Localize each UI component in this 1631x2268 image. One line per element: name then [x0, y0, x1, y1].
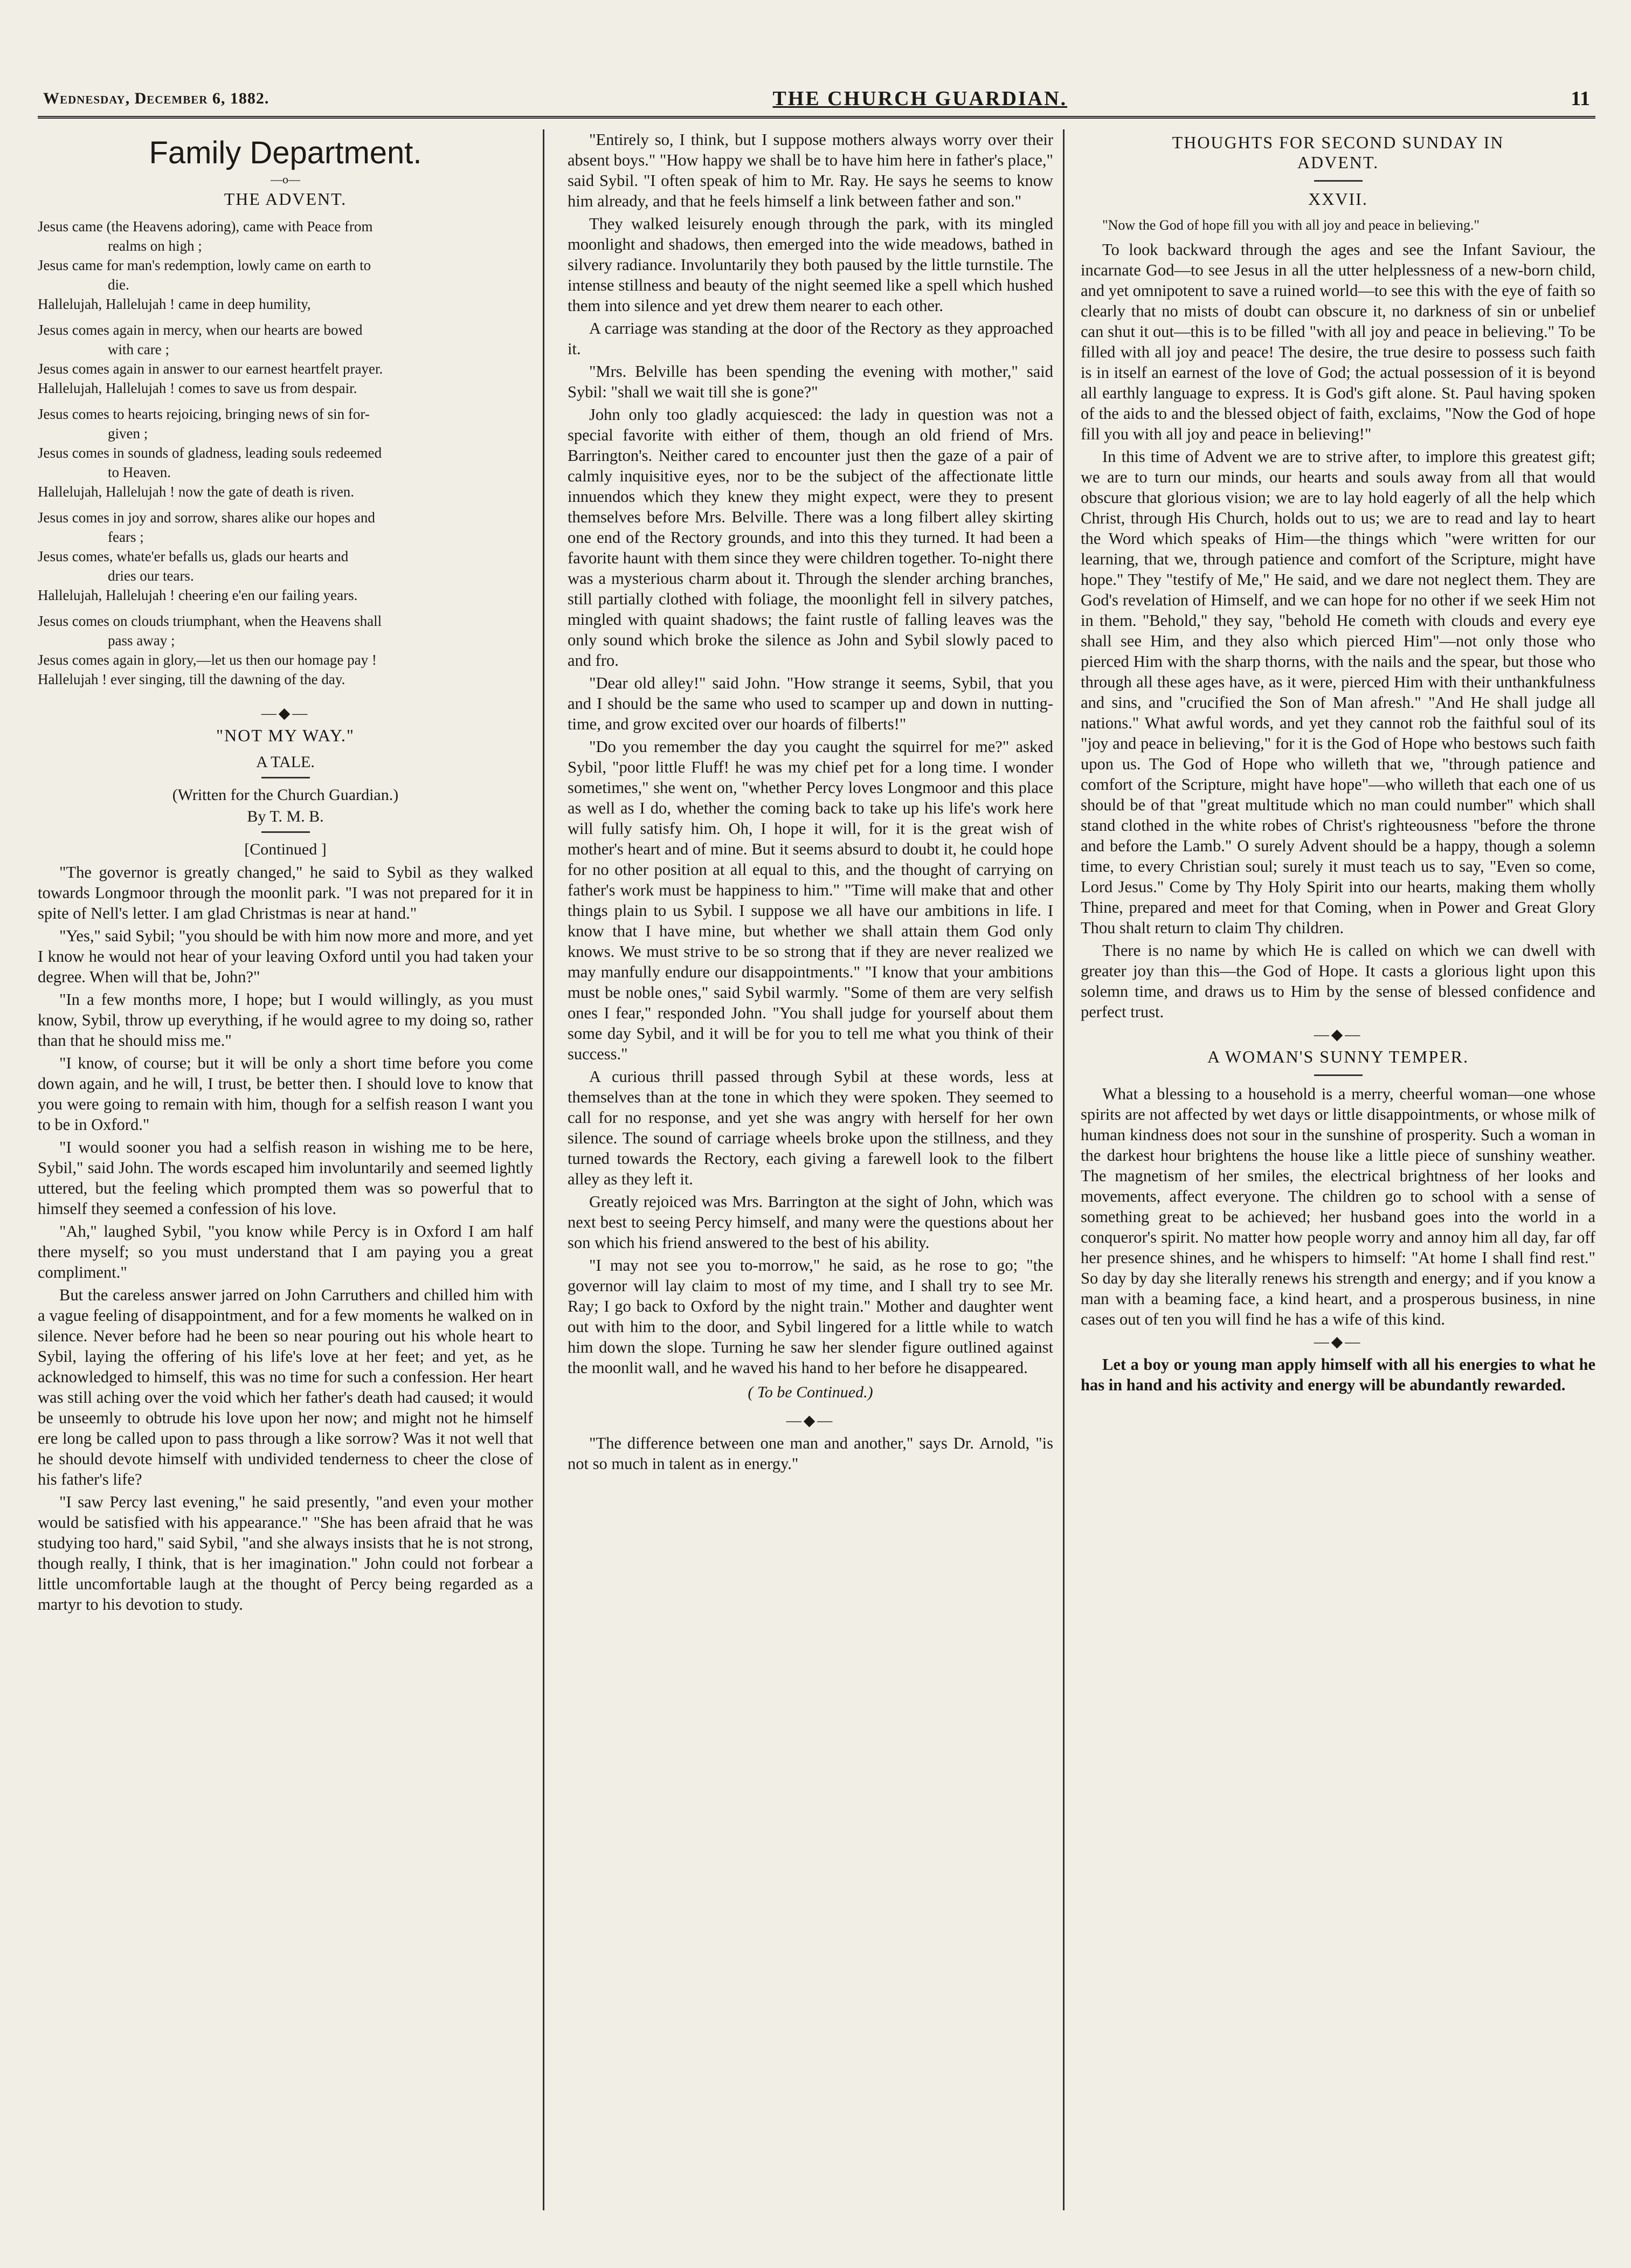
article-numeral: XXVII. [1308, 189, 1368, 209]
rule [1314, 180, 1363, 182]
stanza-gap [38, 605, 533, 611]
poem-line: Jesus came (the Heavens adoring), came with Peace from [38, 218, 373, 235]
poem-body [38, 217, 533, 695]
epigraph: "Now the God of hope fill you with all joy and peace in believing." [1102, 217, 1480, 233]
poem-title: THE ADVENT. [224, 189, 347, 209]
story-subtitle: A TALE. [256, 753, 315, 771]
poem-line: Jesus comes again in glory,—let us then our homage pay ! [38, 652, 377, 668]
paragraph: "I know, of course; but it will be only a short time before you come down again, and he will, I trust, be better then. I should love to know that you were going to remain with him, though for a selfish reason I want you to be in Oxford." [38, 1054, 533, 1134]
section-divider: —◆— [261, 705, 310, 722]
paragraph: What a blessing to a household is a merry, cheerful woman—one whose spirits are not affected by wet days or little disappointments, or whose milk of human kindness does not sour in the sunshine of prosperity. Such a woman in the darkest hour brightens the house like a little piece of sunshiny weather. The magnetism of her smiles, the electrical brightness of her looks and movements, affect everyone. The children go to school with a sense of something great to be achieved; her husband goes into the world in a conqueror's spirit. No matter how people worry and annoy him all day, far off her presence shines, and he whispers to himself: "At home I shall find rest." So day by day she literally renews his strength and energy; and if you know a man with a beaming face, a kind heart, and a prosperous business, in nine cases out of ten you will find he has a wife of this kind. [1081, 1085, 1595, 1328]
poem-line: Jesus comes again in answer to our earnest heartfelt prayer. [38, 361, 383, 377]
article-title: THOUGHTS FOR SECOND SUNDAY IN [1172, 133, 1504, 152]
stanza-gap [38, 398, 533, 404]
rule [261, 777, 310, 778]
poem-line: Jesus comes on clouds triumphant, when the Heavens shall [38, 613, 382, 629]
written-for-note: (Written for the Church Guardian.) [172, 786, 399, 804]
paragraph: "I would sooner you had a selfish reason in wishing me to be here, Sybil," said John. The words escaped him involuntarily and seemed lightly uttered, but the feeling which prompted them was so powerful that to himself they seemed a confession of his love. [38, 1138, 533, 1218]
poem-line: Hallelujah ! ever singing, till the dawning of the day. [38, 671, 345, 687]
column-2 [558, 129, 1065, 2210]
paragraph: A carriage was standing at the door of the Rectory as they approached it. [568, 319, 1053, 358]
paragraph: "I may not see you to-morrow," he said, as he rose to go; "the governor will lay claim to most of my time, and I shall try to see Mr. Ray; I go back to Oxford by the night train." Mother and daughter went out with him to the door, and Sybil lingered for a little while to watch him down the slope. Turning he saw her slender figure outlined against the moonlit wall, and he waved his hand to her before he disappeared. [568, 1256, 1053, 1377]
poem-line: Jesus comes in sounds of gladness, leading souls redeemed [38, 445, 382, 461]
poem-line-continuation: die. [108, 277, 129, 293]
poem-line-continuation: dries our tears. [108, 568, 194, 584]
continued-note: [Continued ] [244, 840, 327, 858]
section-divider: —◆— [1314, 1026, 1363, 1043]
poem-line-continuation: pass away ; [108, 632, 175, 649]
poem-line: Jesus comes in joy and sorrow, shares alike our hopes and [38, 509, 375, 526]
paragraph: To look backward through the ages and see the Infant Saviour, the incarnate God—to see Jesus in all the utter helplessness of a new-born child, and yet omnipotent to save a ruined world—to see this with the eye of faith so clearly that no mists of doubt can obscure it, no darkness of sin or unbelief can shut it out—this is to be filled "with all joy and peace in believing." To be filled with all joy and peace! The desire, the true desire to possess such faith is in itself an earnest of the love of God; the actual possession of it is beyond all earthly language to express. It is God's gift alone. St. Paul having spoken of the aids to and the blessed object of faith, exclaims, "Now the God of hope fill you with all joy and peace in believing!" [1081, 240, 1595, 443]
paragraph: There is no name by which He is called on which we can dwell with greater joy than this—the God of Hope. It casts a glorious light upon this solemn time, and draws us to Him by the sense of blessed confidence and perfect trust. [1081, 941, 1595, 1021]
to-be-continued: ( To be Continued.) [748, 1383, 873, 1401]
poem-line: Jesus comes, whate'er befalls us, glads our hearts and [38, 548, 349, 564]
poem-line: Jesus comes to hearts rejoicing, bringing news of sin for- [38, 406, 370, 422]
column-3 [1070, 129, 1595, 2210]
paragraph: "Yes," said Sybil; "you should be with him now more and more, and yet I know he would not hear of your leaving Oxford until you had taken your degree. When will that be, John?" [38, 927, 533, 986]
paragraph: "Entirely so, I think, but I suppose mothers always worry over their absent boys." "How happy we shall be to have him here in father's place," said Sybil. "I often speak of him to Mr. Ray. He says he seems to know him already, and that he feels himself a link between father and son." [568, 130, 1053, 210]
paragraph: "Mrs. Belville has been spending the evening with mother," said Sybil: "shall we wait till she is gone?" [568, 362, 1053, 401]
paragraph: "Ah," laughed Sybil, "you know while Percy is in Oxford I am half there myself; so you must understand that I am paying you a great compliment." [38, 1222, 533, 1281]
paragraph: Greatly rejoiced was Mrs. Barrington at the sight of John, which was next best to seeing Percy himself, and many were the questions about her son which his friend answered to the best of his ability. [568, 1192, 1053, 1252]
paragraph: John only too gladly acquiesced: the lady in question was not a special favorite with either of them, though an old friend of Mrs. Barrington's. Neither cared to encounter just then the gaze of a pair of calmly inquisitive eyes, nor to be the subject of the affectionate little innuendos which they knew they might expect, were they to present themselves before Mrs. Belville. There was a long filbert alley skirting one end of the Rectory grounds, and into this they turned. It had been a favorite haunt with them since they were children together. To-night there was a mysterious charm about it. Through the slender arching branches, still partially clothed with foliage, the moonlight fell in silvery patches, mingled with quaint shadows; the faint rustle of falling leaves was the only sound which broke the silence as John and Sybil slowly paced to and fro. [568, 405, 1053, 670]
temper-title: A WOMAN'S SUNNY TEMPER. [1207, 1047, 1469, 1066]
rule [261, 831, 310, 833]
poem-line: Hallelujah, Hallelujah ! comes to save us from despair. [38, 380, 357, 396]
poem-line: Hallelujah, Hallelujah ! cheering e'en our failing years. [38, 587, 358, 603]
poem-line-continuation: to Heaven. [108, 464, 171, 480]
paragraph: In this time of Advent we are to strive after, to implore this greatest gift; we are to turn our minds, our hearts and souls away from all that would obscure that glorious vision; we are to lay hold eagerly of all the help which Christ, through His Church, holds out to us; we are to read and lay to heart the Word which speaks of Him—the things which "were written for our learning, that we, through patience and comfort of the Scripture, might have hope." They "testify of Me," He said, and we dare not neglect them. They are God's revelation of Himself, and we can hope for no other if we seek Him not in them. "Behold," they say, "behold He cometh with clouds and every eye shall see Him, and they also which pierced Him"—not only those who pierced Him with the sharp thorns, with the nails and the spear, but those who through all these ages have, as it were, pierced Him with their unthankfulness and sins, and "crucified the Son of Man afresh." "And He shall judge all nations." What awful words, and yet they cannot rob the faithful soul of its "joy and peace in believing," for it is the God of Hope who bestows such faith upon us. The God of Hope who willeth that we, "through patience and comfort of the Scripture, might have hope"—who willeth that each one of us should be of that "great multitude which no man could number" which shall stand clothed in the white robes of Christ's righteousness "before the throne and before the Lamb." O surely Advent should be a happy, though a solemn time, to every Christian soul; surely it must teach us to say, "Even so come, Lord Jesus." Come by Thy Holy Spirit into our hearts, making them wholly Thine, prepared and meet for that Coming, when in Power and Great Glory Thou shalt return to claim Thy children. [1081, 447, 1595, 937]
closing-paragraph: Let a boy or young man apply himself with all his energies to what he has in hand and his activity and energy will be abundantly rewarded. [1081, 1355, 1595, 1394]
paragraph: But the careless answer jarred on John Carruthers and chilled him with a vague feeling of disappointment, and for a few moments he walked on in silence. Never before had he been so near pouring out his whole heart to Sybil, laying the offering of his life's love at her feet; and yet, as he acknowledged to himself, this was no time for such a confession. Her heart was still aching over the void which her father's death had caused; it would be unseemly to obtrude his love upon her now; and might not he himself ere long be called upon to pass through a like sorrow? Was it not well that he should devote himself with undivided tenderness to cheer the close of his father's life? [38, 1286, 533, 1488]
paragraph: They walked leisurely enough through the park, with its mingled moonlight and shadows, then emerged into the wide meadows, bathed in silvery radiance. Involuntarily they both paused by the little turnstile. The intense stillness and beauty of the night seemed like a spell which hushed them into silence and yet drew them nearer to each other. [568, 215, 1053, 315]
paragraph: "In a few months more, I hope; but I would willingly, as you must know, Sybil, throw up everything, if he would agree to my doing so, rather than that he should miss me." [38, 990, 533, 1050]
newspaper-title: THE CHURCH GUARDIAN. [772, 87, 1068, 110]
poem-line-continuation: fears ; [108, 529, 144, 545]
arnold-quote: "The difference between one man and another," says Dr. Arnold, "is not so much in talent as in energy." [568, 1434, 1053, 1473]
section-divider: —◆— [1314, 1334, 1363, 1350]
article-title-line2: ADVENT. [1297, 153, 1379, 172]
stanza-gap [38, 689, 533, 695]
column-1 [38, 129, 544, 2210]
rule [1314, 1074, 1363, 1076]
stanza-gap [38, 501, 533, 508]
poem-line: Hallelujah, Hallelujah ! came in deep humility, [38, 296, 311, 312]
stanza-gap [38, 314, 533, 320]
story-title: "NOT MY WAY." [216, 726, 355, 745]
paragraph: "Do you remember the day you caught the squirrel for me?" asked Sybil, "poor little Fluff! he was my chief pet for a long time. I wonder sometimes," she went on, "whether Percy loves Longmoor and this place as well as I do, whether the coming back to take up his life's work here will fully satisfy him. Oh, I hope it will, for it is the great wish of mother's heart and of mine. But it seems absurd to doubt it, he could hope for no other position at all equal to this, and the thought of carrying on father's work must be happiness to him." "Time will make that and other things plain to us Sybil. I suppose we all have our ambitions in life. I know that I have mine, but whether we shall attain them God only knows. We must strive to be so strong that if they are never realized we may manfully endure our disappointments." "I know that your ambitions must be noble ones," said Sybil warmly. "Some of them are very selfish ones I fear," responded John. "You shall judge for yourself about them some day Sybil, and it will be for you to tell me what you think of their success." [568, 737, 1053, 1063]
poem-line: Jesus comes again in mercy, when our hearts are bowed [38, 322, 363, 338]
poem-line: Jesus came for man's redemption, lowly came on earth to [38, 257, 371, 273]
ornament: —o— [271, 173, 300, 186]
paragraph: "I saw Percy last evening," he said presently, "and even your mother would be satisfied with his appearance." "She has been afraid that he was studying too hard," said Sybil, "and she always insists that he is not strong, though really, I think, that is her imagination." John could not forbear a little uncomfortable laugh at the thought of Percy being regarded as a martyr to his devotion to study. [38, 1493, 533, 1614]
poem-line-continuation: realms on high ; [108, 238, 202, 254]
paragraph: A curious thrill passed through Sybil at these words, less at themselves than at the tone in which they were spoken. They seemed to call for no response, and yet she was angry with herself for her own silence. The sound of carriage wheels broke upon the stillness, and they turned towards the Rectory, each giving a farewell look to the filbert alley as they left it. [568, 1067, 1053, 1188]
paragraph: "The governor is greatly changed," he said to Sybil as they walked towards Longmoor through the moonlit park. "I was not prepared for it in spite of Nell's letter. I am glad Christmas is near at hand." [38, 863, 533, 922]
poem-line-continuation: with care ; [108, 341, 169, 357]
section-divider: —◆— [786, 1412, 835, 1429]
byline: By T. M. B. [247, 808, 324, 825]
issue-date: Wednesday, December 6, 1882. [43, 89, 269, 107]
page-number: 11 [1571, 87, 1590, 110]
department-heading: Family Department. [149, 135, 422, 170]
masthead [38, 81, 1595, 119]
poem-line-continuation: given ; [108, 425, 148, 442]
poem-line: Hallelujah, Hallelujah ! now the gate of death is riven. [38, 484, 355, 500]
paragraph: "Dear old alley!" said John. "How strange it seems, Sybil, that you and I should be the same who used to scamper up and down in nutting-time, and grow excited over our hoards of filberts!" [568, 674, 1053, 733]
